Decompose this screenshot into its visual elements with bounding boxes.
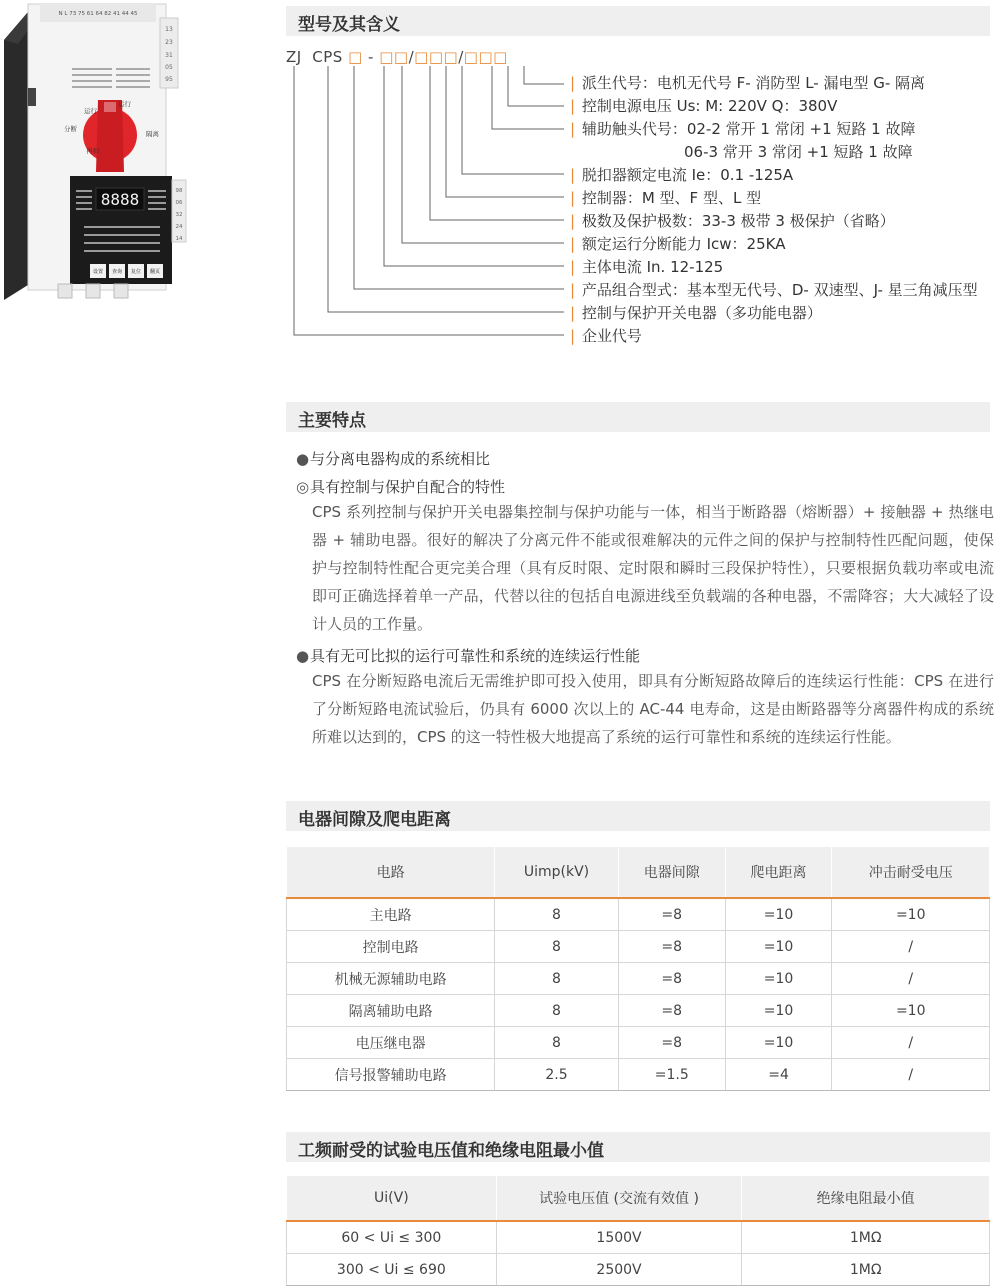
svg-text:分断: 分断 [64,125,77,133]
table-cell: =10 [725,1027,832,1059]
table-row [287,1059,990,1091]
column-header: 电器间隙 [618,847,725,898]
withstand-table [286,1176,990,1286]
column-header: Ui(V) [287,1176,497,1221]
bullet-icon: ◎ [296,478,310,496]
product-image [0,0,190,305]
feature-paragraph: CPS 在分断短路电流后无需维护即可投入使用，即具有分断短路故障后的连续运行性能：CPS 在进行了分断短路电流试验后，仍具有 6000 次以上的 AC-44 电寿命，这是由断路器等分离器件构成的系统所难以达到的，CPS 的这一特性极大地提高了系统的运行可靠性和系统的连续运行性能。 [312,672,994,746]
table-cell: =4 [725,1059,832,1091]
table-cell: 电压继电器 [287,1027,495,1059]
svg-text:复位: 复位 [130,269,142,275]
svg-text:14: 14 [175,236,183,242]
desc-derivative: | 派生代号：电机无代号 F- 消防型 L- 漏电型 G- 隔离 [570,74,926,92]
table-cell: =1.5 [618,1059,725,1091]
table-cell: 8 [495,1027,619,1059]
svg-text:再扣: 再扣 [86,147,99,155]
svg-text:98: 98 [175,188,183,194]
table-cell: =8 [618,1027,725,1059]
table-cell: / [832,931,990,963]
table-row [287,1027,990,1059]
table-cell: 控制电路 [287,931,495,963]
terminal-labels-top: N L 73 75 61 64 82 41 44 45 [58,11,138,17]
table-row [287,898,990,931]
table-cell: 300 < Ui ≤ 690 [287,1254,497,1286]
table-row [287,931,990,963]
feature-item: ●具有无可比拟的运行可靠性和系统的连续运行性能 [296,647,641,665]
table-cell: 2.5 [495,1059,619,1091]
desc-breaking-capacity: | 额定运行分断能力 Icw：25KA [570,235,786,253]
clearance-table [286,847,990,1091]
table-cell: / [832,1027,990,1059]
column-header: 电路 [287,847,495,898]
table-cell: 主电路 [287,898,495,931]
table-cell: 8 [495,898,619,931]
table-header-row [287,847,990,898]
table-cell: =8 [618,963,725,995]
table-row [287,995,990,1027]
column-header: 绝缘电阻最小值 [742,1176,990,1221]
section-title: 主要特点 [298,411,366,431]
table-cell: 信号报警辅助电路 [287,1059,495,1091]
table-cell: 8 [495,963,619,995]
section-title: 型号及其含义 [298,15,400,35]
section-header-clearance [286,801,990,831]
column-header: 爬电距离 [725,847,832,898]
desc-aux-contact: | 辅助触头代号：02-2 常开 1 常闭 +1 短路 1 故障 [570,120,916,138]
table-cell: 1MΩ [742,1221,990,1254]
svg-text:32: 32 [175,212,183,218]
model-leader-lines [286,62,576,352]
svg-text:运行: 运行 [118,100,131,108]
column-header: 试验电压值 (交流有效值 ) [496,1176,742,1221]
table-row [287,1254,990,1286]
bullet-icon: ● [296,647,310,665]
table-cell: =10 [725,931,832,963]
svg-text:06: 06 [175,200,183,206]
feature-item: ◎具有控制与保护自配合的特性 [296,478,506,496]
table-cell: 隔离辅助电路 [287,995,495,1027]
section-header-withstand [286,1132,990,1162]
table-cell: =10 [725,898,832,931]
model-code: ZJ CPS □ - □□/□□□/□□□ [286,48,508,66]
section-title: 电器间隙及爬电距离 [298,810,451,830]
svg-text:24: 24 [175,224,183,230]
section-title: 工频耐受的试验电压值和绝缘电阻最小值 [298,1141,604,1161]
svg-text:13: 13 [165,26,173,33]
table-cell: =8 [618,898,725,931]
desc-combination: | 产品组合型式：基本型无代号、D- 双速型、J- 星三角减压型 [570,281,978,299]
feature-paragraph: CPS 系列控制与保护开关电器集控制与保护功能与一体，相当于断路器（熔断器）+ 接触器 + 热继电器 + 辅助电器。很好的解决了分离元件不能或很难解决的元件之间的保护与控制特性匹配问题，使保护与控制特性配合更完美合理（具有反时限、定时限和瞬时三段保护特性），只要根据负载功率或电流即可正确选择着单一产品，代替以往的包括自电源进线至负载端的各种电器，不需降容；大大减轻了设计人员的工作量。 [312,503,994,633]
table-cell: / [832,1059,990,1091]
svg-text:查询: 查询 [111,269,123,275]
table-cell: 1MΩ [742,1254,990,1286]
table-cell: =10 [725,995,832,1027]
table-header-row [287,1176,990,1221]
table-cell: 1500V [496,1221,742,1254]
svg-text:隔离: 隔离 [146,130,159,138]
table-cell: =10 [832,995,990,1027]
table-cell: 机械无源辅助电路 [287,963,495,995]
table-cell: 2500V [496,1254,742,1286]
table-cell: =10 [832,898,990,931]
section-header-model [286,6,990,36]
svg-text:31: 31 [165,52,173,59]
desc-control-voltage: | 控制电源电压 Us: M: 220V Q：380V [570,97,838,115]
svg-text:23: 23 [165,39,173,46]
table-cell: =8 [618,995,725,1027]
svg-text:05: 05 [165,64,173,71]
column-header: 冲击耐受电压 [832,847,990,898]
desc-company-code: | 企业代号 [570,327,642,345]
desc-poles: | 极数及保护极数：33-3 极带 3 极保护（省略） [570,212,895,230]
svg-text:设置: 设置 [92,269,104,275]
table-row [287,1221,990,1254]
table-cell: 60 < Ui ≤ 300 [287,1221,497,1254]
table-cell: 8 [495,995,619,1027]
table-row [287,963,990,995]
desc-frame-current: | 主体电流 In. 12-125 [570,258,724,276]
led-display: 8888 [100,190,140,209]
table-cell: / [832,963,990,995]
desc-device-type: | 控制与保护开关电器（多功能电器） [570,304,822,322]
column-header: Uimp(kV) [495,847,619,898]
section-header-features [286,402,990,432]
table-cell: =8 [618,931,725,963]
desc-trip-current: | 脱扣器额定电流 Ie：0.1 -125A [570,166,794,184]
bullet-icon: ● [296,450,310,468]
desc-controller: | 控制器：M 型、F 型、L 型 [570,189,762,207]
feature-item: ●与分离电器构成的系统相比 [296,450,491,468]
desc-aux-contact-cont: 06-3 常开 3 常闭 +1 短路 1 故障 [684,143,913,161]
svg-text:95: 95 [165,76,173,83]
svg-text:翻页: 翻页 [149,269,161,275]
table-cell: =10 [725,963,832,995]
table-cell: 8 [495,931,619,963]
svg-text:运行: 运行 [84,107,97,115]
